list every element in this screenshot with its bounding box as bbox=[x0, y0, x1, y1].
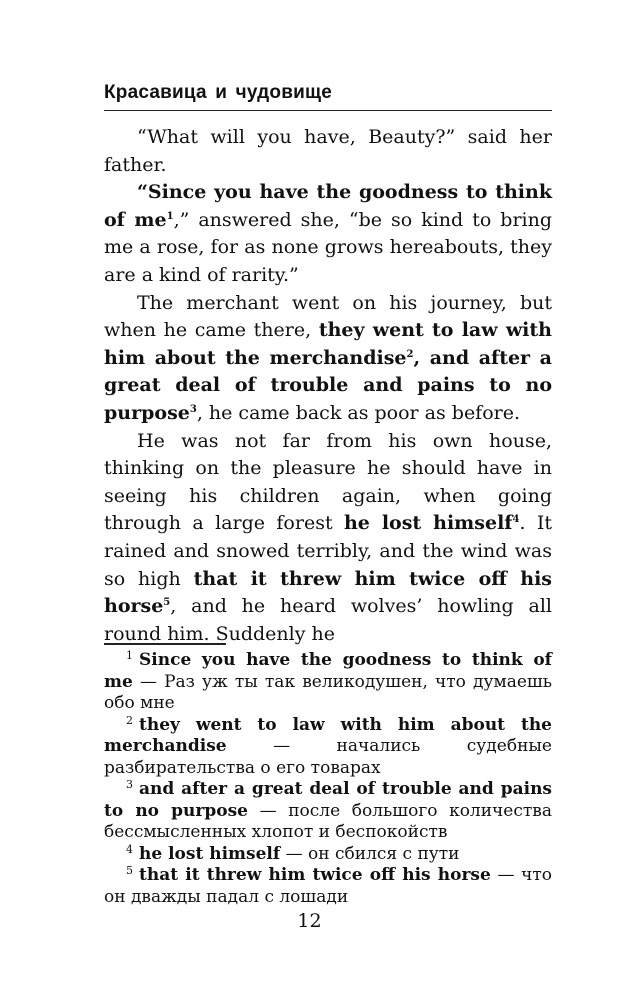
footnote-reference: 2 bbox=[406, 348, 414, 360]
glossed-phrase: “Since you have the goodness to think of me bbox=[104, 181, 552, 231]
footnote-reference: 4 bbox=[512, 514, 520, 526]
paragraph bbox=[104, 290, 552, 428]
footnote-number: 5 bbox=[126, 864, 133, 877]
footnote-gloss: — он сбился с пути bbox=[280, 843, 460, 864]
footnote-term: they went to law with him about the merchandise bbox=[104, 714, 552, 756]
footnote-term: he lost himself bbox=[139, 843, 281, 864]
footnote-number: 1 bbox=[126, 649, 133, 662]
footnote-rule bbox=[104, 643, 226, 645]
glossed-phrase: that it threw him twice off his horse bbox=[104, 567, 553, 618]
running-head: Красавица и чудовище bbox=[104, 82, 332, 103]
footnote-number: 4 bbox=[126, 842, 133, 856]
body-text bbox=[104, 124, 552, 648]
footnote-term: that it threw him twice off his horse bbox=[139, 865, 491, 885]
footnote-reference: 1 bbox=[166, 210, 174, 222]
text-run: ,” answered she, “be so kind to bring me a rose, for as none grows hereabouts, they are a kind of rarity.” bbox=[104, 208, 552, 286]
glossed-phrase: , and after a great deal of trouble and pains to no purpose bbox=[104, 346, 552, 424]
text-run: The merchant went on his journey, but when he came there, bbox=[104, 291, 552, 342]
footnote-reference: 3 bbox=[189, 403, 197, 415]
footnote bbox=[104, 779, 552, 844]
text-run: He was not far from his own house, thinking on the pleasure he should have in seeing his children again, when going through a large forest bbox=[104, 429, 552, 535]
footnote-gloss: — Раз уж ты так великодушен, что думаешь обо мне bbox=[104, 671, 552, 713]
text-run: . It rained and snowed terribly, and the wind was so high bbox=[104, 512, 552, 590]
paragraph bbox=[104, 428, 552, 649]
footnote-term: Since you have the goodness to think of me bbox=[104, 650, 552, 692]
paragraph bbox=[104, 124, 552, 179]
footnote-gloss: — начались судебные разбирательства о его товарах bbox=[104, 736, 552, 778]
footnote bbox=[104, 844, 552, 866]
text-run: , and he heard wolves’ howling all round him. Suddenly he bbox=[104, 595, 552, 645]
footnote-term: and after a great deal of trouble and pains to no purpose bbox=[104, 779, 552, 821]
header-rule bbox=[104, 110, 552, 111]
page-number: 12 bbox=[297, 910, 322, 932]
footnote bbox=[104, 715, 552, 780]
paragraph bbox=[104, 179, 552, 289]
footnote-number: 3 bbox=[126, 778, 133, 791]
text-run: , he came back as poor as before. bbox=[196, 401, 521, 424]
footnote-number: 2 bbox=[126, 713, 133, 727]
glossed-phrase: he lost himself bbox=[343, 512, 513, 535]
glossed-phrase: they went to law with him about the merchandise bbox=[104, 319, 552, 369]
footnote bbox=[104, 650, 552, 715]
footnote-reference: 5 bbox=[163, 597, 171, 609]
footnote bbox=[104, 865, 552, 908]
text-run: “What will you have, Beauty?” said her father. bbox=[104, 126, 552, 176]
footnote-gloss: — после большого количества бессмысленных хлопот и беспокойств bbox=[104, 800, 552, 842]
footnotes bbox=[104, 650, 552, 908]
footnote-gloss: — что он дважды падал с лошади bbox=[104, 865, 552, 907]
